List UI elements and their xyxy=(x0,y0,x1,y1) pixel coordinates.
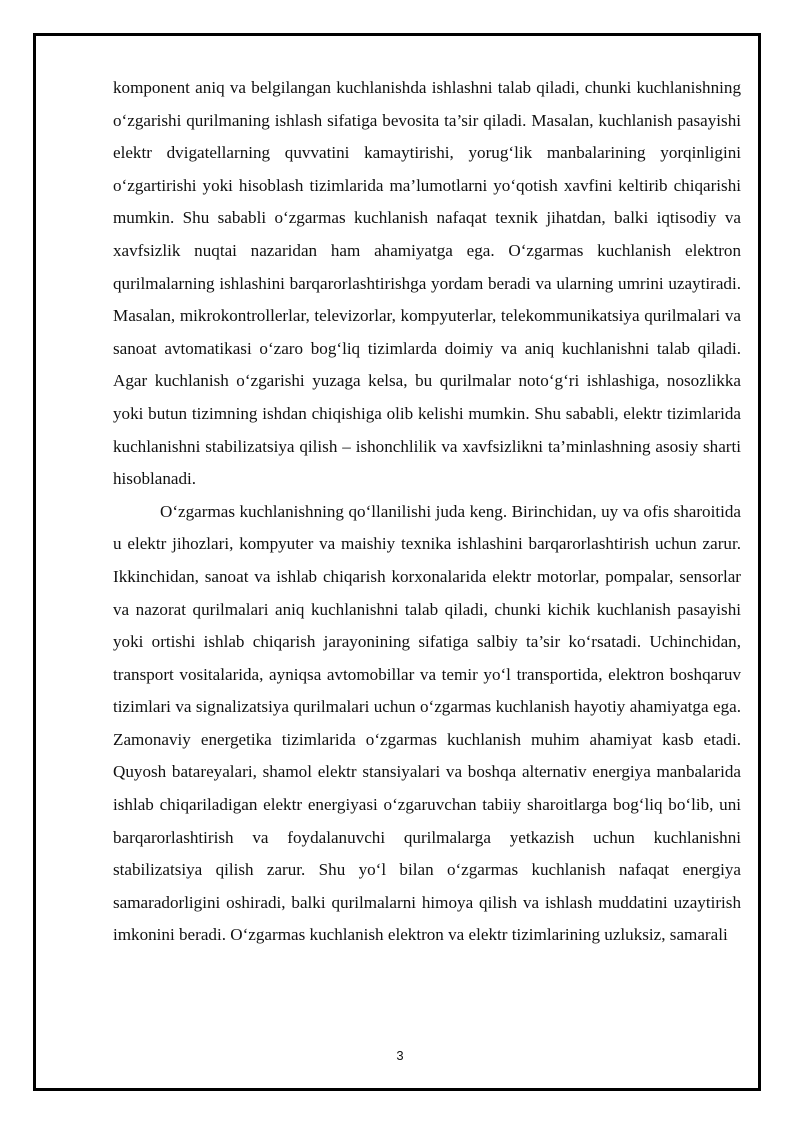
page-number: 3 xyxy=(396,1048,404,1063)
paragraph-2: O‘zgarmas kuchlanishning qo‘llanilishi juda keng. Birinchidan, uy va ofis sharoitida u elektr jihozlari, kompyuter va maishiy texnika ishlashini barqarorlashtirish uchun zarur. Ikkinchidan, sanoat va ishlab chiqarish korxonalarida elektr motorlar, pompalar, sensorlar va nazorat qurilmalari aniq kuchlanishni talab qiladi, chunki kichik kuchlanish pasayishi yoki ortishi ishlab chiqarish jarayonining sifatiga salbiy ta’sir ko‘rsatadi. Uchinchidan, transport vositalarida, ayniqsa avtomobillar va temir yo‘l transportida, elektron boshqaruv tizimlari va signalizatsiya qurilmalari uchun o‘zgarmas kuchlanish hayotiy ahamiyatga ega. Zamonaviy energetika tizimlarida o‘zgarmas kuchlanish muhim ahamiyat kasb etadi. Quyosh batareyalari, shamol elektr stansiyalari va boshqa alternativ energiya manbalarida ishlab chiqariladigan elektr energiyasi o‘zgaruvchan tabiiy sharoitlarga bog‘liq bo‘lib, uni barqarorlashtirish va foydalanuvchi qurilmalarga yetkazish uchun kuchlanishni stabilizatsiya qilish zarur. Shu yo‘l bilan o‘zgarmas kuchlanish nafaqat energiya samaradorligini oshiradi, balki qurilmalarni himoya qilish va ishlash muddatini uzaytirish imkonini beradi. O‘zgarmas kuchlanish elektron va elektr tizimlarining uzluksiz, samarali xyxy=(113,501,741,945)
document-body xyxy=(113,72,741,952)
paragraph-1: komponent aniq va belgilangan kuchlanishda ishlashni talab qiladi, chunki kuchlanishning o‘zgarishi qurilmaning ishlash sifatiga bevosita ta’sir qiladi. Masalan, kuchlanish pasayishi elektr dvigatellarning quvvatini kamaytirishi, yorug‘lik manbalarining yorqinligini o‘zgartirishi yoki hisoblash tizimlarida ma’lumotlarni yo‘qotish xavfini keltirib chiqarishi mumkin. Shu sababli o‘zgarmas kuchlanish nafaqat texnik jihatdan, balki iqtisodiy va xavfsizlik nuqtai nazaridan ham ahamiyatga ega. O‘zgarmas kuchlanish elektron qurilmalarning ishlashini barqarorlashtirishga yordam beradi va ularning umrini uzaytiradi. Masalan, mikrokontrollerlar, televizorlar, kompyuterlar, telekommunikatsiya qurilmalari va sanoat avtomatikasi o‘zaro bog‘liq tizimlarda doimiy va aniq kuchlanishni talab qiladi. Agar kuchlanish o‘zgarishi yuzaga kelsa, bu qurilmalar noto‘g‘ri ishlashiga, nosozlikka yoki butun tizimning ishdan chiqishiga olib kelishi mumkin. Shu sababli, elektr tizimlarida kuchlanishni stabilizatsiya qilish – ishonchlilik va xavfsizlikni ta’minlashning asosiy sharti hisoblanadi. xyxy=(113,78,741,489)
